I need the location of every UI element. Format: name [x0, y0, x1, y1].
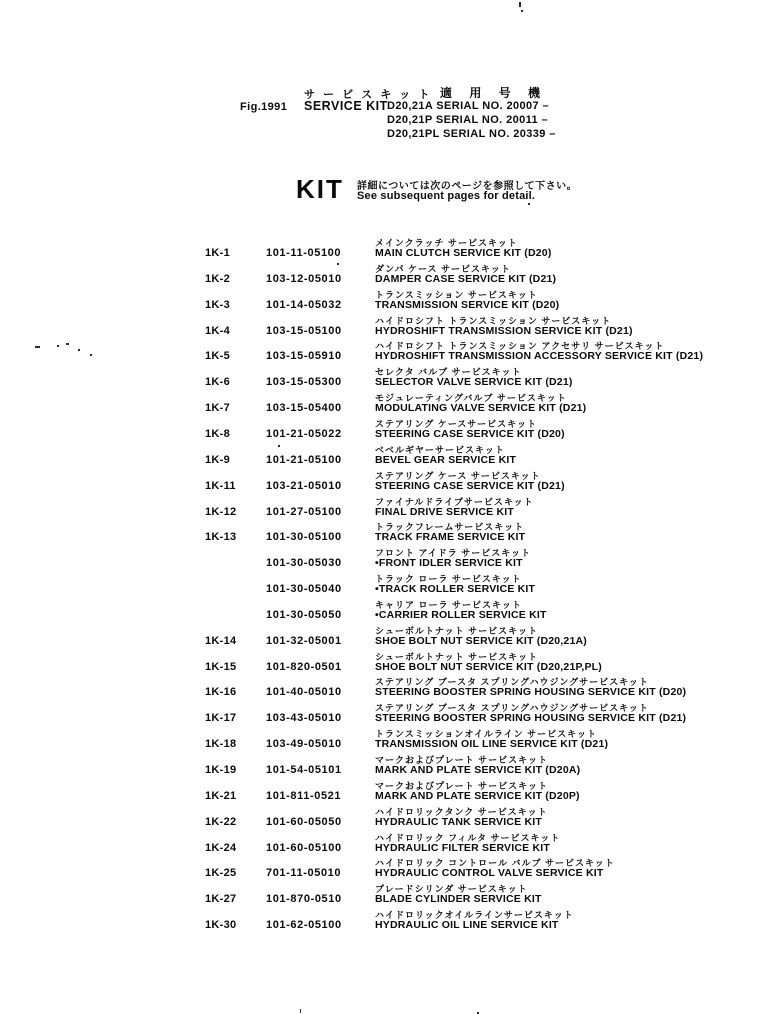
part-description-ja: トランスミッションオイルライン サービスキット	[375, 729, 597, 740]
part-number: 103-49-05010	[266, 738, 342, 751]
parts-list-row	[0, 263, 770, 289]
parts-list-row	[0, 806, 770, 832]
parts-list-row	[0, 857, 770, 883]
part-description-ja: ブレードシリンダ サービスキット	[375, 884, 528, 895]
part-description-en: STEERING CASE SERVICE KIT (D20)	[375, 427, 565, 440]
kit-number: 1K-22	[205, 815, 237, 828]
scan-speck	[337, 263, 339, 265]
part-number: 701-11-05010	[266, 867, 342, 880]
part-number: 103-21-05010	[266, 479, 342, 492]
part-description-en: •CARRIER ROLLER SERVICE KIT	[375, 608, 547, 621]
parts-list-row	[0, 547, 770, 573]
scan-speck	[528, 203, 530, 205]
kit-number: 1K-18	[205, 738, 237, 751]
part-description-ja: トラックフレームサービスキット	[375, 522, 525, 533]
part-description-en: HYDROSHIFT TRANSMISSION ACCESSORY SERVICE KIT (D21)	[375, 350, 704, 363]
part-description-ja: シューボルトナット サービスキット	[375, 625, 538, 636]
part-number: 101-21-05022	[266, 427, 342, 440]
part-description-en: HYDROSHIFT TRANSMISSION SERVICE KIT (D21)	[375, 324, 633, 337]
part-description-ja: ハイドロリック コントロール バルブ サービスキット	[375, 858, 615, 869]
parts-list-row	[0, 676, 770, 702]
part-description-ja: マークおよびプレート サービスキット	[375, 780, 548, 791]
serial-range-line: D20,21PL SERIAL NO. 20339 –	[387, 128, 556, 140]
part-number: 101-811-0521	[266, 789, 342, 802]
part-number: 101-30-05040	[266, 583, 342, 596]
kit-number: 1K-14	[205, 634, 237, 647]
parts-list-row	[0, 315, 770, 341]
parts-list-row	[0, 573, 770, 599]
parts-list-row	[0, 496, 770, 522]
kit-number: 1K-13	[205, 531, 237, 544]
kit-number: 1K-11	[205, 479, 236, 492]
serial-range-line: D20,21P SERIAL NO. 20011 –	[387, 114, 549, 126]
part-number: 103-15-05400	[266, 402, 342, 415]
part-description-ja: モジュレーティングバルブ サービスキット	[375, 393, 567, 404]
kit-number: 1K-12	[205, 505, 237, 518]
scan-speck	[300, 1009, 301, 1013]
kit-number: 1K-2	[205, 272, 231, 285]
kit-number: 1K-3	[205, 298, 231, 311]
scan-speck	[90, 354, 92, 356]
part-description-ja: ファイナルドライブサービスキット	[375, 496, 534, 507]
applicable-serial-heading-ja: 適 用 号 機	[440, 86, 548, 100]
part-description-ja: ハイドロリック フィルタ サービスキット	[375, 832, 561, 843]
part-description-en: DAMPER CASE SERVICE KIT (D21)	[375, 272, 557, 285]
part-description-en: TRANSMISSION OIL LINE SERVICE KIT (D21)	[375, 738, 609, 751]
part-description-en: HYDRAULIC FILTER SERVICE KIT	[375, 841, 550, 854]
part-description-ja: ステアリング ブースタ スプリングハウジングサービスキット	[375, 703, 649, 714]
part-number: 103-15-05100	[266, 324, 342, 337]
scan-speck	[66, 343, 69, 345]
part-description-ja: ハイドロリックオイルラインサービスキット	[375, 910, 574, 921]
part-description-en: HYDRAULIC OIL LINE SERVICE KIT	[375, 919, 559, 932]
section-heading-kit: KIT	[296, 174, 344, 204]
service-kit-title-ja: サ ー ビ ス キ ッ ト	[304, 89, 432, 101]
part-description-en: MAIN CLUTCH SERVICE KIT (D20)	[375, 247, 552, 259]
part-description-en: TRANSMISSION SERVICE KIT (D20)	[375, 298, 560, 311]
part-number: 101-14-05032	[266, 298, 342, 311]
part-description-en: MARK AND PLATE SERVICE KIT (D20P)	[375, 789, 580, 802]
part-number: 101-30-05100	[266, 531, 342, 544]
part-description-en: HYDRAULIC TANK SERVICE KIT	[375, 815, 542, 828]
part-description-en: •TRACK ROLLER SERVICE KIT	[375, 583, 536, 596]
kit-number: 1K-21	[205, 789, 237, 802]
part-description-en: STEERING BOOSTER SPRING HOUSING SERVICE KIT (D20)	[375, 686, 687, 699]
parts-list-row	[0, 237, 770, 263]
kit-number: 1K-24	[205, 841, 237, 854]
part-number: 101-60-05100	[266, 841, 342, 854]
parts-list-row	[0, 289, 770, 315]
part-number: 103-15-05300	[266, 376, 342, 389]
part-description-en: MARK AND PLATE SERVICE KIT (D20A)	[375, 764, 581, 776]
part-number: 101-60-05050	[266, 815, 342, 828]
scan-speck	[57, 345, 59, 347]
parts-list-row	[0, 832, 770, 858]
kit-number: 1K-25	[205, 867, 237, 880]
scan-speck	[521, 10, 523, 12]
part-description-ja: トランスミッション サービスキット	[375, 289, 538, 300]
kit-number: 1K-6	[205, 376, 231, 389]
part-description-ja: セレクタ バルブ サービスキット	[375, 367, 522, 378]
part-description-en: SHOE BOLT NUT SERVICE KIT (D20,21P,PL)	[375, 660, 602, 673]
parts-list-row	[0, 754, 770, 780]
part-description-en: STEERING BOOSTER SPRING HOUSING SERVICE KIT (D21)	[375, 712, 687, 725]
scan-speck	[519, 2, 521, 7]
part-description-ja: ステアリング ブースタ スプリングハウジングサービスキット	[375, 677, 649, 688]
part-number: 103-15-05910	[266, 350, 342, 363]
kit-number: 1K-17	[205, 712, 237, 725]
parts-list-row	[0, 728, 770, 754]
part-description-ja: ハイドロリックタンク サービスキット	[375, 806, 548, 817]
part-description-ja: メインクラッチ サービスキット	[375, 238, 518, 248]
part-number: 101-40-05010	[266, 686, 342, 699]
parts-list-row	[0, 883, 770, 909]
part-description-ja: ハイドロシフト トランスミッション アクセサリ サービスキット	[375, 341, 665, 352]
part-description-ja: トラック ローラ サービスキット	[375, 574, 522, 585]
serial-range-line: D20,21A SERIAL NO. 20007 –	[387, 100, 550, 112]
part-description-en: FINAL DRIVE SERVICE KIT	[375, 505, 514, 518]
part-number: 101-32-05001	[266, 634, 342, 647]
part-description-en: STEERING CASE SERVICE KIT (D21)	[375, 479, 565, 492]
part-description-ja: キャリア ローラ サービスキット	[375, 599, 522, 610]
kit-number: 1K-7	[205, 402, 231, 415]
part-description-ja: マークおよびプレート サービスキット	[375, 755, 548, 765]
part-description-en: HYDRAULIC CONTROL VALVE SERVICE KIT	[375, 867, 604, 880]
parts-list-row	[0, 340, 770, 366]
parts-list-row	[0, 780, 770, 806]
parts-list-row	[0, 625, 770, 651]
part-number: 101-27-05100	[266, 505, 342, 518]
part-description-ja: ハイドロシフト トランスミッション サービスキット	[375, 315, 612, 326]
part-description-ja: シューボルトナット サービスキット	[375, 651, 538, 662]
parts-list-row	[0, 521, 770, 547]
parts-list-row	[0, 392, 770, 418]
part-description-en: •FRONT IDLER SERVICE KIT	[375, 557, 523, 570]
parts-list-row	[0, 651, 770, 677]
parts-list-row	[0, 599, 770, 625]
parts-list-row	[0, 909, 770, 935]
kit-number: 1K-30	[205, 919, 237, 932]
kit-number: 1K-5	[205, 350, 231, 363]
kit-number: 1K-27	[205, 893, 237, 906]
detail-note-en: See subsequent pages for detail.	[357, 190, 536, 202]
kit-number: 1K-9	[205, 453, 231, 466]
part-number: 101-11-05100	[266, 247, 342, 259]
scan-speck	[278, 445, 280, 447]
part-number: 101-30-05030	[266, 557, 342, 570]
part-description-en: BLADE CYLINDER SERVICE KIT	[375, 893, 542, 906]
part-number: 101-870-0510	[266, 893, 342, 906]
service-kit-title-en: SERVICE KIT	[304, 99, 388, 113]
part-description-ja: ベベルギヤーサービスキット	[375, 444, 505, 455]
kit-number: 1K-1	[205, 247, 231, 259]
figure-label: Fig.1991	[240, 101, 288, 113]
part-description-en: BEVEL GEAR SERVICE KIT	[375, 453, 517, 466]
kit-number: 1K-16	[205, 686, 237, 699]
detail-note-ja: 詳細については次のページを参照して下さい。	[357, 181, 578, 192]
part-number: 101-820-0501	[266, 660, 342, 673]
kit-number: 1K-19	[205, 764, 237, 776]
kit-number: 1K-4	[205, 324, 231, 337]
part-number: 101-30-05050	[266, 608, 342, 621]
part-description-ja: ステアリング ケースサービスキット	[375, 418, 537, 429]
parts-list-row	[0, 470, 770, 496]
part-description-ja: ダンパ ケース サービスキット	[375, 263, 511, 274]
parts-list-row	[0, 366, 770, 392]
kit-number: 1K-8	[205, 427, 231, 440]
kit-number: 1K-15	[205, 660, 237, 673]
part-description-en: SHOE BOLT NUT SERVICE KIT (D20,21A)	[375, 634, 587, 647]
part-description-en: MODULATING VALVE SERVICE KIT (D21)	[375, 402, 587, 415]
scan-speck	[35, 346, 40, 348]
part-number: 101-21-05100	[266, 453, 342, 466]
parts-list-row	[0, 418, 770, 444]
part-description-en: SELECTOR VALVE SERVICE KIT (D21)	[375, 376, 573, 389]
part-number: 103-12-05010	[266, 272, 342, 285]
part-description-ja: ステアリング ケース サービスキット	[375, 470, 541, 481]
scan-speck	[78, 349, 80, 351]
part-number: 103-43-05010	[266, 712, 342, 725]
part-description-en: TRACK FRAME SERVICE KIT	[375, 531, 526, 544]
parts-list-row	[0, 702, 770, 728]
parts-list-row	[0, 444, 770, 470]
part-number: 101-54-05101	[266, 764, 342, 776]
part-number: 101-62-05100	[266, 919, 342, 932]
part-description-ja: フロント アイドラ サービスキット	[375, 548, 532, 559]
